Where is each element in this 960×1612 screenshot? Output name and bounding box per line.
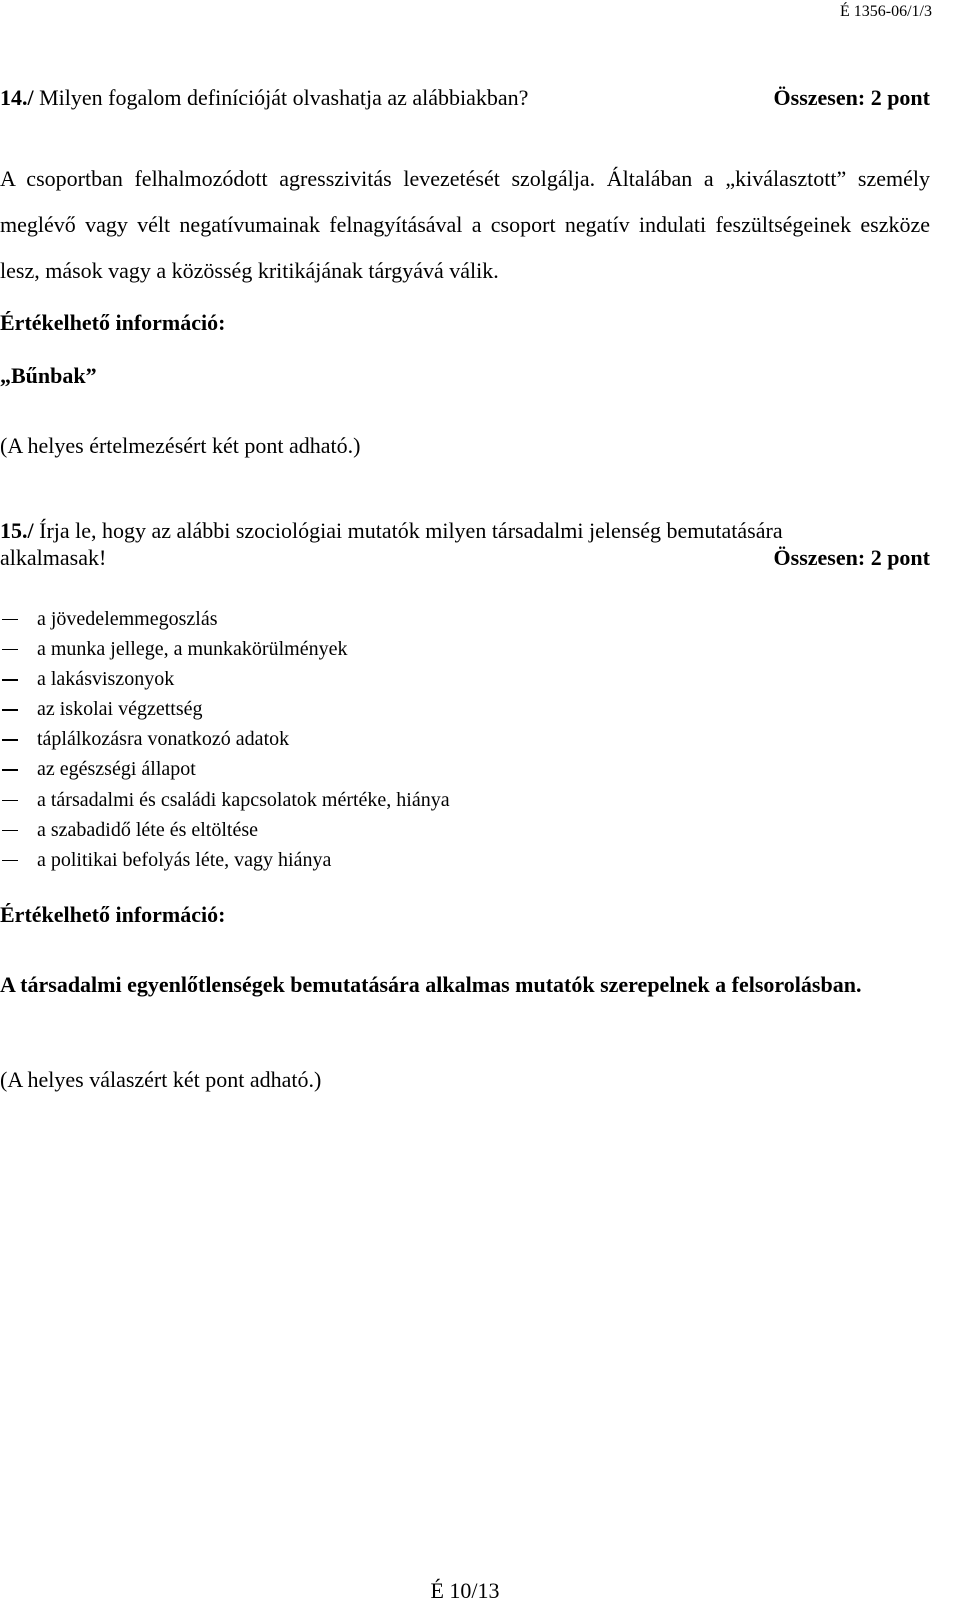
question-15-text: Írja le, hogy az alábbi szociológiai mutatók milyen társadalmi jelenség bemutatására xyxy=(33,518,783,543)
list-item-text: a lakásviszonyok xyxy=(37,668,175,691)
dash-bullet-icon xyxy=(2,860,18,861)
list-item-text: az iskolai végzettség xyxy=(37,698,203,721)
question-15-answer: A társadalmi egyenlőtlenségek bemutatására alkalmas mutatók szerepelnek a felsorolásban. xyxy=(0,972,862,997)
question-15-number: 15./ xyxy=(0,518,34,543)
question-14-line xyxy=(0,84,930,112)
dash-bullet-icon xyxy=(2,769,18,770)
dash-bullet-icon xyxy=(2,830,18,831)
list-item xyxy=(0,634,930,664)
dash-bullet-icon xyxy=(2,709,18,710)
dash-bullet-icon xyxy=(2,739,18,740)
list-item-text: az egészségi állapot xyxy=(37,758,196,781)
dash-bullet-icon xyxy=(2,800,18,801)
question-14-text: Milyen fogalom definícióját olvashatja az alábbiakban? xyxy=(33,85,529,110)
question-15-points: Összesen: 2 pont xyxy=(773,545,930,570)
question-15-text-cont: alkalmasak! xyxy=(0,545,107,570)
list-item-text: a társadalmi és családi kapcsolatok mértéke, hiánya xyxy=(37,788,450,811)
list-item xyxy=(0,694,930,724)
list-item-text: a jövedelemmegoszlás xyxy=(37,608,218,630)
list-item xyxy=(0,754,930,784)
list-item xyxy=(0,845,930,875)
question-14-scoring: (A helyes értelmezésért két pont adható.) xyxy=(0,433,361,458)
indicator-list xyxy=(0,604,930,875)
question-14-answer: „Bűnbak” xyxy=(0,363,97,388)
question-15-info-label: Értékelhető információ: xyxy=(0,902,226,927)
question-14-points: Összesen: 2 pont xyxy=(773,85,930,110)
question-14-number: 14./ xyxy=(0,85,34,110)
list-item xyxy=(0,815,930,845)
dash-bullet-icon xyxy=(2,619,18,620)
list-item-text: a politikai befolyás léte, vagy hiánya xyxy=(37,848,332,871)
question-15-line-2 xyxy=(0,544,930,572)
list-item xyxy=(0,664,930,694)
list-item xyxy=(0,724,930,754)
question-15-scoring: (A helyes válaszért két pont adható.) xyxy=(0,1067,322,1092)
question-14-info-label: Értékelhető információ: xyxy=(0,310,226,335)
document-code: É 1356-06/1/3 xyxy=(840,3,932,20)
list-item-text: táplálkozásra vonatkozó adatok xyxy=(37,728,290,751)
question-15-line-1 xyxy=(0,517,930,545)
list-item xyxy=(0,604,930,634)
list-item-text: a munka jellege, a munkakörülmények xyxy=(37,638,348,661)
list-item-text: a szabadidő léte és eltöltése xyxy=(37,818,259,841)
page-number: É 10/13 xyxy=(430,1578,500,1603)
list-item xyxy=(0,785,930,815)
dash-bullet-icon xyxy=(2,679,18,680)
question-14-paragraph: A csoportban felhalmozódott agresszivitás levezetését szolgálja. Általában a „kiválasztott” személy meglévő vagy vélt negatívumainak felnagyításával a csoport negatív indulati feszültségeinek eszköze lesz, mások vagy a közösség kritikájának tárgyává válik. xyxy=(0,166,930,283)
dash-bullet-icon xyxy=(2,649,18,650)
